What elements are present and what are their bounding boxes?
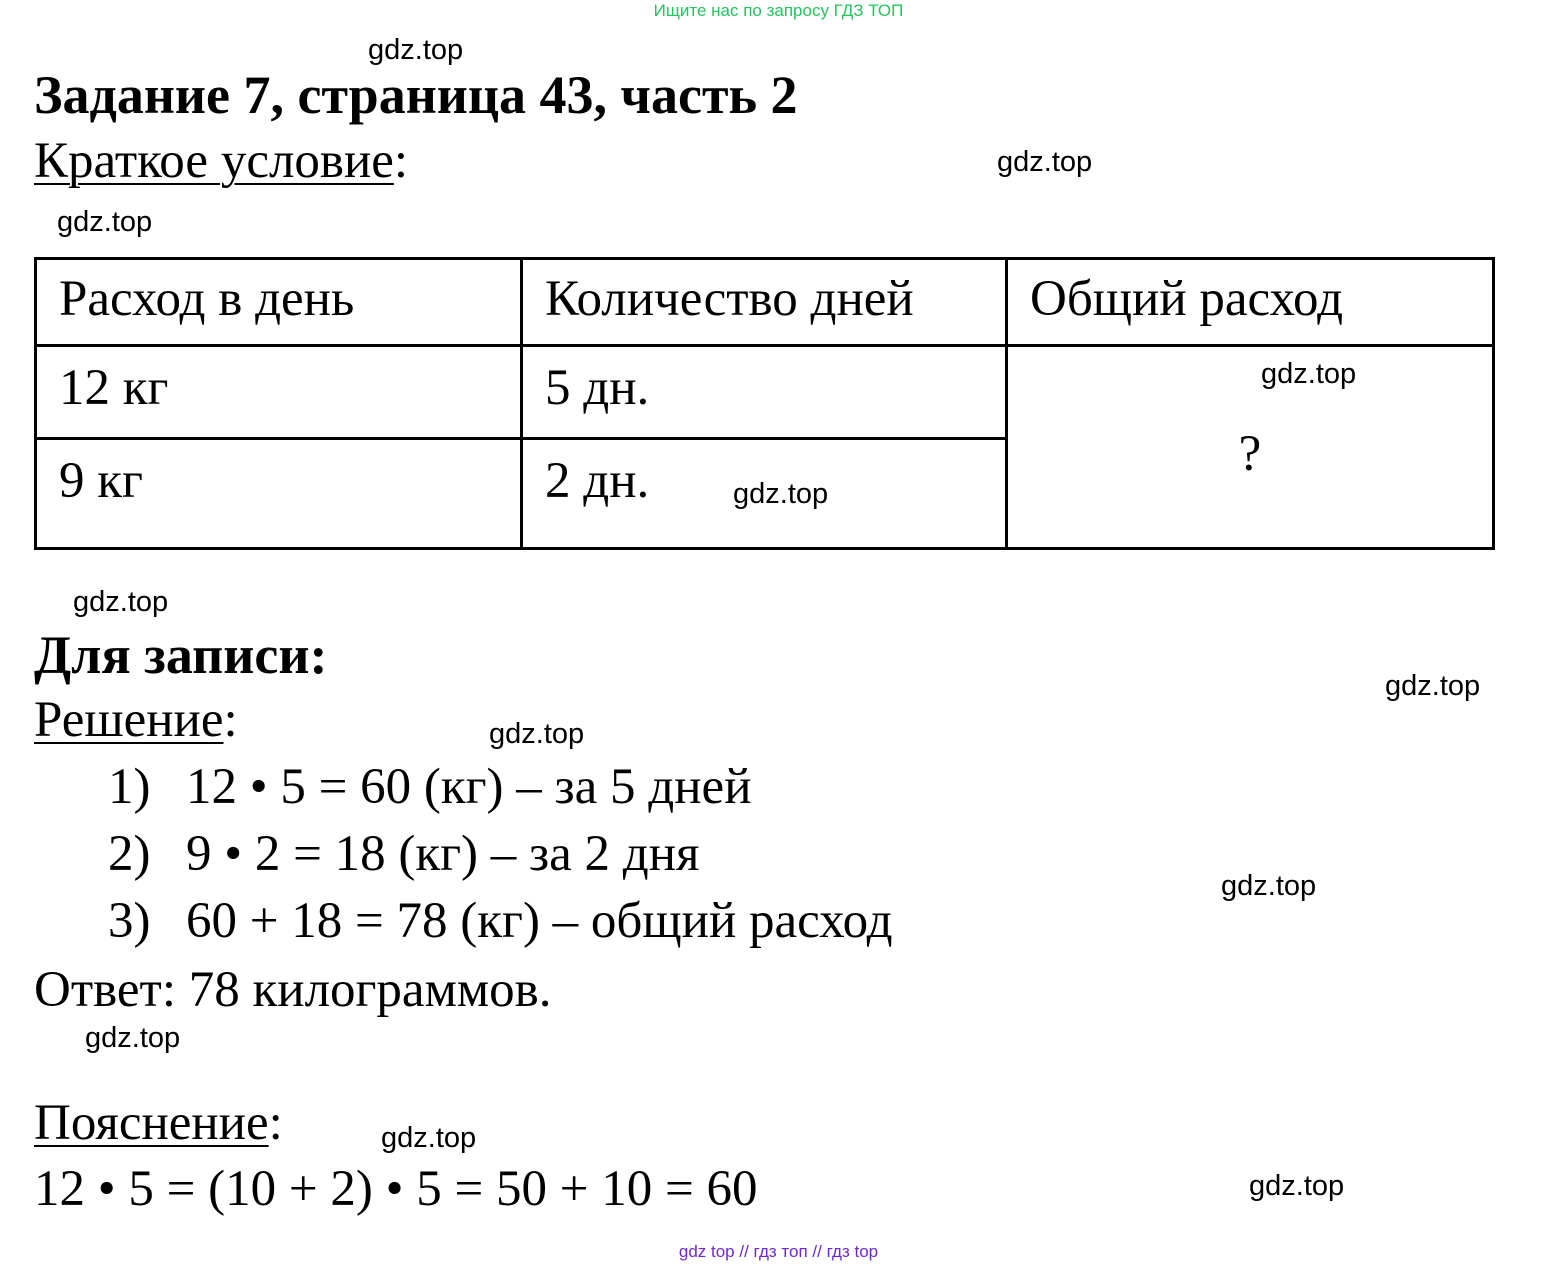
cell-per-day: 9 кг bbox=[36, 438, 522, 548]
explanation-text: 12 • 5 = (10 + 2) • 5 = 50 + 10 = 60 bbox=[34, 1161, 758, 1217]
step-number: 2) bbox=[108, 826, 151, 882]
solution-step bbox=[108, 892, 893, 950]
step-text: 60 + 18 = 78 (кг) – общий расход bbox=[186, 893, 893, 949]
watermark: gdz.top bbox=[997, 146, 1093, 178]
header-days: Количество дней bbox=[522, 259, 1007, 346]
step-number: 1) bbox=[108, 759, 151, 815]
explanation-heading-text: Пояснение bbox=[34, 1095, 269, 1151]
page-title: Задание 7, страница 43, часть 2 bbox=[34, 65, 798, 125]
watermark: gdz.top bbox=[1249, 1170, 1345, 1202]
record-heading: Для записи: bbox=[34, 625, 328, 685]
cell-days: 2 дн. bbox=[522, 438, 1007, 548]
solution-step bbox=[108, 825, 700, 883]
solution-heading bbox=[34, 691, 238, 749]
table-header-row bbox=[36, 259, 1494, 346]
explanation-heading-colon: : bbox=[268, 1095, 283, 1151]
watermark: gdz.top bbox=[733, 478, 829, 510]
step-text: 9 • 2 = 18 (кг) – за 2 дня bbox=[186, 826, 700, 882]
cell-days: 5 дн. bbox=[522, 345, 1007, 438]
watermark: gdz.top bbox=[73, 586, 169, 618]
condition-heading-colon: : bbox=[393, 133, 409, 189]
watermark: gdz.top bbox=[368, 34, 464, 66]
solution-heading-colon: : bbox=[223, 692, 238, 748]
bottom-link[interactable]: гдз топ bbox=[753, 1242, 808, 1261]
step-text: 12 • 5 = 60 (кг) – за 5 дней bbox=[186, 759, 752, 815]
header-total: Общий расход bbox=[1007, 259, 1494, 346]
bottom-link[interactable]: гдз top bbox=[826, 1242, 879, 1261]
watermark: gdz.top bbox=[381, 1122, 477, 1154]
bottom-separator: // bbox=[812, 1242, 822, 1261]
cell-per-day: 12 кг bbox=[36, 345, 522, 438]
watermark: gdz.top bbox=[1221, 870, 1317, 902]
explanation-heading bbox=[34, 1094, 283, 1152]
answer-line: Ответ: 78 килограммов. bbox=[34, 962, 552, 1018]
bottom-separator: // bbox=[739, 1242, 749, 1261]
step-number: 3) bbox=[108, 893, 151, 949]
watermark: gdz.top bbox=[57, 206, 153, 238]
top-search-note: Ищите нас по запросу ГДЗ ТОП bbox=[653, 1, 904, 20]
watermark: gdz.top bbox=[85, 1022, 181, 1054]
solution-step bbox=[108, 758, 751, 816]
watermark: gdz.top bbox=[1261, 358, 1357, 390]
bottom-links bbox=[0, 1242, 1557, 1262]
watermark: gdz.top bbox=[489, 718, 585, 750]
bottom-link[interactable]: gdz top bbox=[678, 1242, 735, 1261]
condition-heading bbox=[34, 132, 408, 190]
header-per-day: Расход в день bbox=[36, 259, 522, 346]
watermark: gdz.top bbox=[1385, 670, 1481, 702]
solution-heading-text: Решение bbox=[34, 692, 224, 748]
condition-heading-text: Краткое условие bbox=[34, 133, 394, 189]
cell-total-unknown: ? bbox=[1007, 345, 1494, 548]
